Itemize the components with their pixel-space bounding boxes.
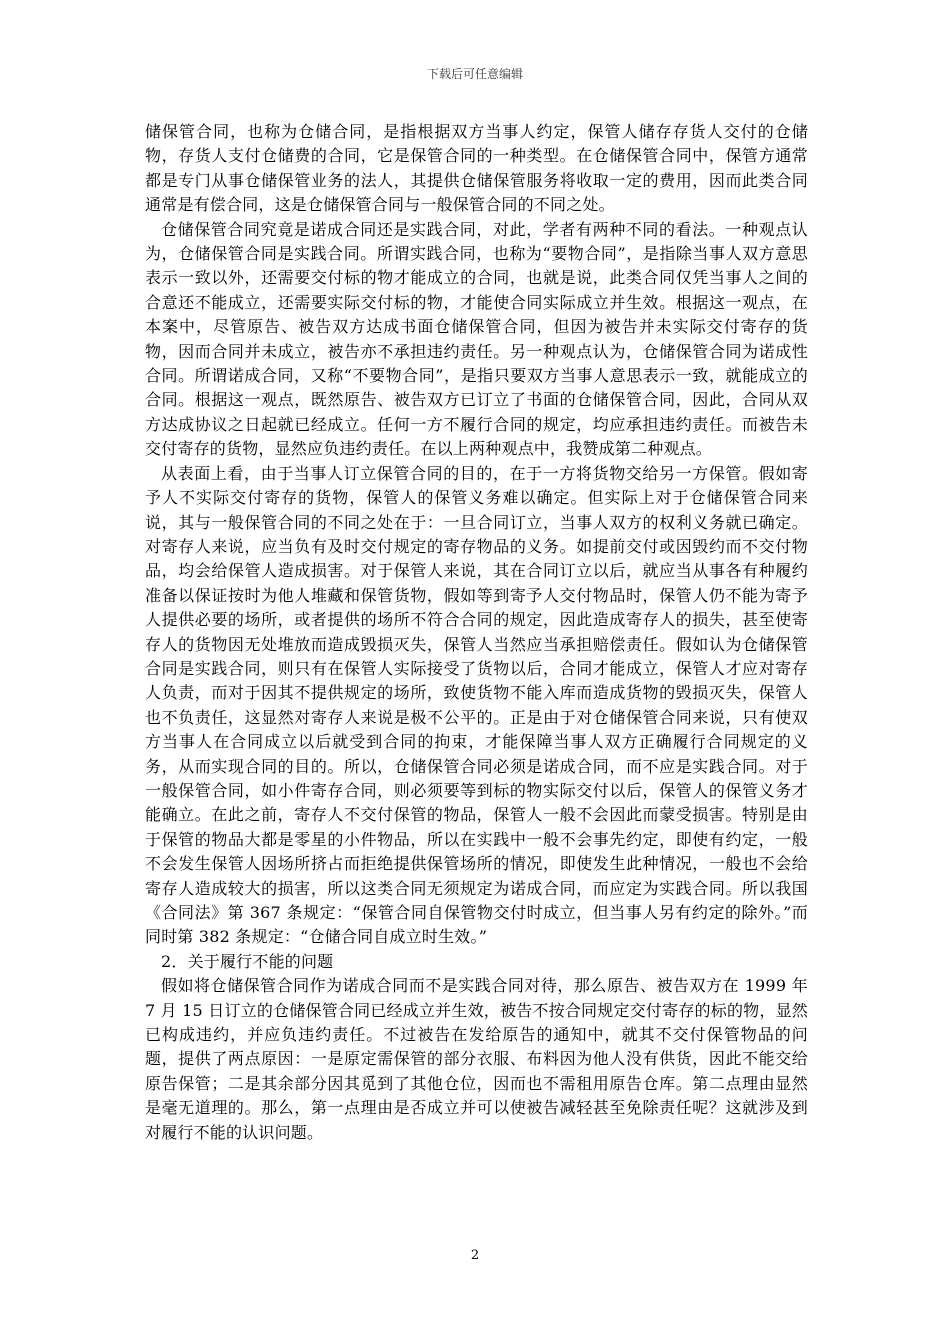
paragraph: 假如将仓储保管合同作为诺成合同而不是实践合同对待，那么原告、被告双方在 1999 年 7 月 15 日订立的仓储保管合同已经成立并生效，被告不按合同规定交付寄存的标的物，显然已构成违约，并应负违约责任。不过被告在发给原告的通知中，就其不交付保管物品的问题，提供了两点原因：一是原定需保管的部分衣服、布料因为他人没有供货，因此不能交给原告保管；二是其余部分因其觅到了其他仓位，因而也不需租用原告仓库。第二点理由显然是毫无道理的。那么，第一点理由是否成立并可以使被告减轻甚至免除责任呢？这就涉及到对履行不能的认识问题。 [145,976,808,1142]
paragraph: 仓储保管合同究竟是诺成合同还是实践合同，对此，学者有两种不同的看法。一种观点认为，仓储保管合同是实践合同。所谓实践合同，也称为“要物合同”，是指除当事人双方意思表示一致以外，还需要交付标的物才能成立的合同，也就是说，此类合同仅凭当事人之间的合意还不能成立，还需要实际交付标的物，才能使合同实际成立并生效。根据这一观点，在本案中，尽管原告、被告双方达成书面仓储保管合同，但因为被告并未实际交付寄存的货物，因而合同并未成立，被告亦不承担违约责任。另一种观点认为，仓储保管合同为诺成性合同。所谓诺成合同，又称“不要物合同”，是指只要双方当事人意思表示一致，就能成立的合同。根据这一观点，既然原告、被告双方已订立了书面的仓储保管合同，因此，合同从双方达成协议之日起就已经成立。任何一方不履行合同的规定，均应承担违约责任。而被告未交付寄存的货物，显然应负违约责任。在以上两种观点中，我赞成第二种观点。 [145,219,808,459]
paragraph: 储保管合同，也称为仓储合同，是指根据双方当事人约定，保管人储存存货人交付的仓储物，存货人支付仓储费的合同，它是保管合同的一种类型。在仓储保管合同中，保管方通常都是专门从事仓储保管业务的法人，其提供仓储保管服务将收取一定的费用，因而此类合同通常是有偿合同，这是仓储保管合同与一般保管合同的不同之处。 [145,122,808,215]
page-number: 2 [470,1248,480,1263]
document-body [145,120,808,1145]
section-heading: 2．关于履行不能的问题 [161,951,334,971]
page-header: 下载后可任意编辑 [426,67,523,81]
paragraph: 从表面上看，由于当事人订立保管合同的目的，在于一方将货物交给另一方保管。假如寄予人不实际交付寄存的货物，保管人的保管义务难以确定。但实际上对于仓储保管合同来说，其与一般保管合同的不同之处在于：一旦合同订立，当事人双方的权利义务就已确定。对寄存人来说，应当负有及时交付规定的寄存物品的义务。如提前交付或因毁约而不交付物品，均会给保管人造成损害。对于保管人来说，其在合同订立以后，就应当从事各有种履约准备以保证按时为他人堆藏和保管货物，假如等到寄予人交付物品时，保管人仍不能为寄予人提供必要的场所，或者提供的场所不符合合同的规定，因此造成寄存人的损失，甚至使寄存人的货物因无处堆放而造成毁损灭失，保管人当然应当承担赔偿责任。假如认为仓储保管合同是实践合同，则只有在保管人实际接受了货物以后，合同才能成立，保管人才应对寄存人负责，而对于因其不提供规定的场所，致使货物不能入库而造成货物的毁损灭失，保管人也不负责任，这显然对寄存人来说是极不公平的。正是由于对仓储保管合同来说，只有使双方当事人在合同成立以后就受到合同的拘束，才能保障当事人双方正确履行合同规定的义务，从而实现合同的目的。所以，仓储保管合同必须是诺成合同，而不应是实践合同。对于一般保管合同，如小件寄存合同，则必须要等到标的物实际交付以后，保管人的保管义务才能确立。在此之前，寄存人不交付保管的物品，保管人一般不会因此而蒙受损害。特别是由于保管的物品大都是零星的小件物品，所以在实践中一般不会事先约定，即使有约定，一般不会发生保管人因场所挤占而拒绝提供保管场所的情况，即使发生此种情况，一般也不会给寄存人造成较大的损害，所以这类合同无须规定为诺成合同，而应定为实践合同。所以我国《合同法》第 367 条规定：“保管合同自保管物交付时成立，但当事人另有约定的除外。”而同时第 382 条规定：“仓储合同自成立时生效。” [145,463,808,947]
